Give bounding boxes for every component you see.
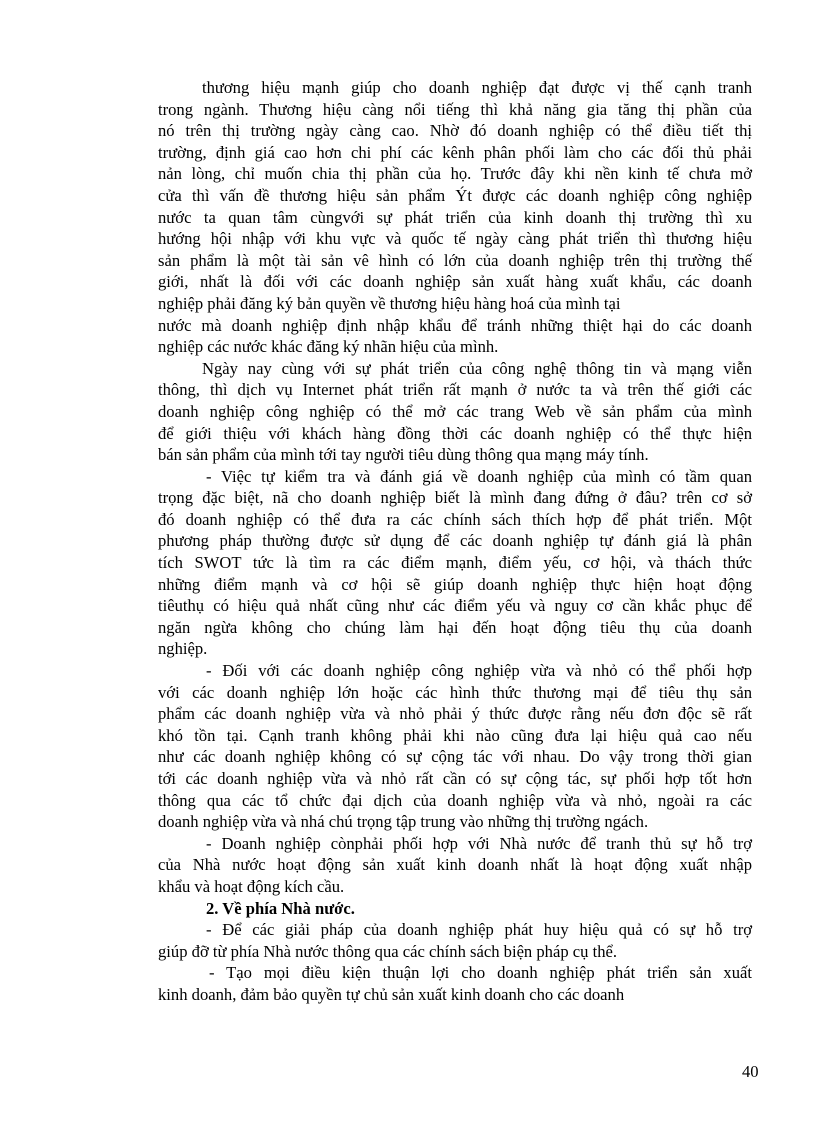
paragraph-brand-strength — [158, 77, 752, 358]
section-heading-text: 2. Về phía Nhà nước. — [206, 898, 355, 918]
text-line: doanh nghiệp công nghiệp có thể mở các trang Web về sản phẩm của mình — [158, 401, 752, 421]
paragraph-state-coordination — [158, 833, 752, 898]
paragraph-state-support — [158, 919, 752, 962]
text-line: cửa thì vấn đề thương hiệu sản phẩm Ýt được các doanh nghiệp công nghiệp — [158, 185, 752, 205]
text-line: nghiệp phải đăng ký bản quyền về thương hiệu hàng hoá của mình tại — [158, 293, 621, 313]
text-line: tới các doanh nghiệp vừa và nhỏ rất cần có sự cộng tác, sự phối hợp tốt hơn — [158, 769, 752, 788]
text-line: - Việc tự kiểm tra và đánh giá về doanh nghiệp của mình có tầm quan — [206, 466, 752, 486]
paragraph-sme-cooperation — [158, 660, 752, 833]
text-line: nước mà doanh nghiệp định nhập khẩu để tránh những thiệt hại do các doanh — [158, 315, 752, 335]
text-line: - Đối với các doanh nghiệp công nghiệp vừa và nhỏ có thể phối hợp — [206, 661, 752, 681]
text-line: - Để các giải pháp của doanh nghiệp phát huy hiệu quả có sự hỗ trợ — [206, 920, 752, 940]
text-line: ngăn ngừa không cho chúng làm hại đến hoạt động tiêu thụ của doanh — [158, 617, 752, 637]
text-line: với các doanh nghiệp lớn hoặc các hình thức thương mại để tiêu thụ sản — [158, 682, 752, 702]
text-line: - Doanh nghiệp cònphải phối hợp với Nhà nước để tranh thủ sự hỗ trợ — [206, 833, 752, 853]
text-line: giới, nhất là đối với các doanh nghiệp sản xuất hàng xuất khẩu, các doanh — [158, 272, 752, 292]
text-line: bán sản phẩm của mình tới tay người tiêu dùng thông qua mạng máy tính. — [158, 445, 649, 465]
text-line: nghiệp. — [158, 639, 208, 659]
text-line: hướng hội nhập với khu vực và quốc tế ngày càng phát triển thì thương hiệu — [158, 229, 752, 249]
text-line: khẩu và hoạt động kích cầu. — [158, 876, 345, 896]
paragraph-internet — [158, 358, 752, 466]
text-line: - Tạo mọi điều kiện thuận lợi cho doanh nghiệp phát triển sản xuất — [209, 963, 752, 983]
text-line: nghiệp các nước khác đăng ký nhãn hiệu của mình. — [158, 337, 499, 357]
text-line: của Nhà nước hoạt động sản xuất kinh doanh nhất là hoạt động xuất nhập — [158, 855, 752, 875]
text-line: thương hiệu mạnh giúp cho doanh nghiệp đạt được vị thế cạnh tranh — [202, 78, 752, 97]
text-line: sản phẩm là một tài sản vê hình có lớn của doanh nghiệp trên thị trường thế — [158, 250, 752, 270]
text-line: Ngày nay cùng với sự phát triển của công nghệ thông tin và mạng viễn — [202, 358, 752, 378]
text-line: kinh doanh, đảm bảo quyền tự chủ sản xuất kinh doanh cho các doanh — [158, 984, 625, 1004]
text-line: thông, thì dịch vụ Internet phát triển rất mạnh ở nước ta và trên thế giới các — [158, 380, 752, 400]
text-line: khó tồn tại. Cạnh tranh không phải khi nào cũng đưa lại hiệu quả cao nếu — [158, 725, 752, 745]
text-line: trong ngành. Thương hiệu càng nổi tiếng thì khả năng gia tăng thị phần của — [158, 99, 752, 119]
text-line: phương pháp thường được sử dụng để các doanh nghiệp tự đánh giá là phân — [158, 531, 752, 551]
text-line: nản lòng, chỉ muốn chia thị phần của họ. Trước đây khi nền kinh tế chưa mở — [158, 164, 752, 184]
text-line: những điểm mạnh và cơ hội sẽ giúp doanh nghiệp thực hiện hoạt động — [158, 574, 752, 594]
text-line: nước ta quan tâm cùngvới sự phát triển của kinh doanh thị trường thì xu — [158, 207, 752, 227]
paragraph-swot — [158, 466, 752, 660]
text-line: như các doanh nghiệp không có sự cộng tác với nhau. Do vậy trong thời gian — [158, 747, 752, 767]
text-line: giúp đỡ từ phía Nhà nước thông qua các chính sách biện pháp cụ thể. — [158, 941, 618, 961]
section-heading — [158, 898, 752, 920]
text-line: đó doanh nghiệp có thể đưa ra các chính sách thích hợp để phát triển. Một — [158, 509, 752, 529]
text-line: trường, định giá cao hơn chi phí các kênh phân phối làm cho các đối thủ phải — [158, 142, 752, 162]
body-text — [158, 77, 752, 1006]
text-line: doanh nghiệp vừa và nhá chú trọng tập trung vào những thị trường ngách. — [158, 812, 649, 832]
paragraph-favorable-conditions — [158, 962, 752, 1005]
text-line: nó trên thị trường ngày càng cao. Nhờ đó doanh nghiệp có thể điều tiết thị — [158, 121, 752, 141]
page-number: 40 — [742, 1062, 759, 1081]
text-line: phẩm các doanh nghiệp vừa và nhỏ phải ý thức được rằng nếu đơn độc sẽ rất — [158, 704, 752, 724]
text-line: để giới thiệu với khách hàng đồng thời các doanh nghiệp có thể thực hiện — [158, 423, 752, 443]
text-line: tích SWOT tức là tìm ra các điểm mạnh, điểm yếu, cơ hội, và thách thức — [158, 553, 752, 573]
text-line: thông qua các tổ chức đại dịch của doanh nghiệp vừa và nhỏ, ngoài ra các — [158, 790, 752, 810]
text-line: tiêuthụ có hiệu quả nhất cũng như các điểm yếu và nguy cơ cần khắc phục để — [158, 596, 752, 616]
text-line: trọng đặc biệt, nã cho doanh nghiệp biết là mình đang đứng ở đâu? trên cơ sở — [158, 488, 752, 508]
